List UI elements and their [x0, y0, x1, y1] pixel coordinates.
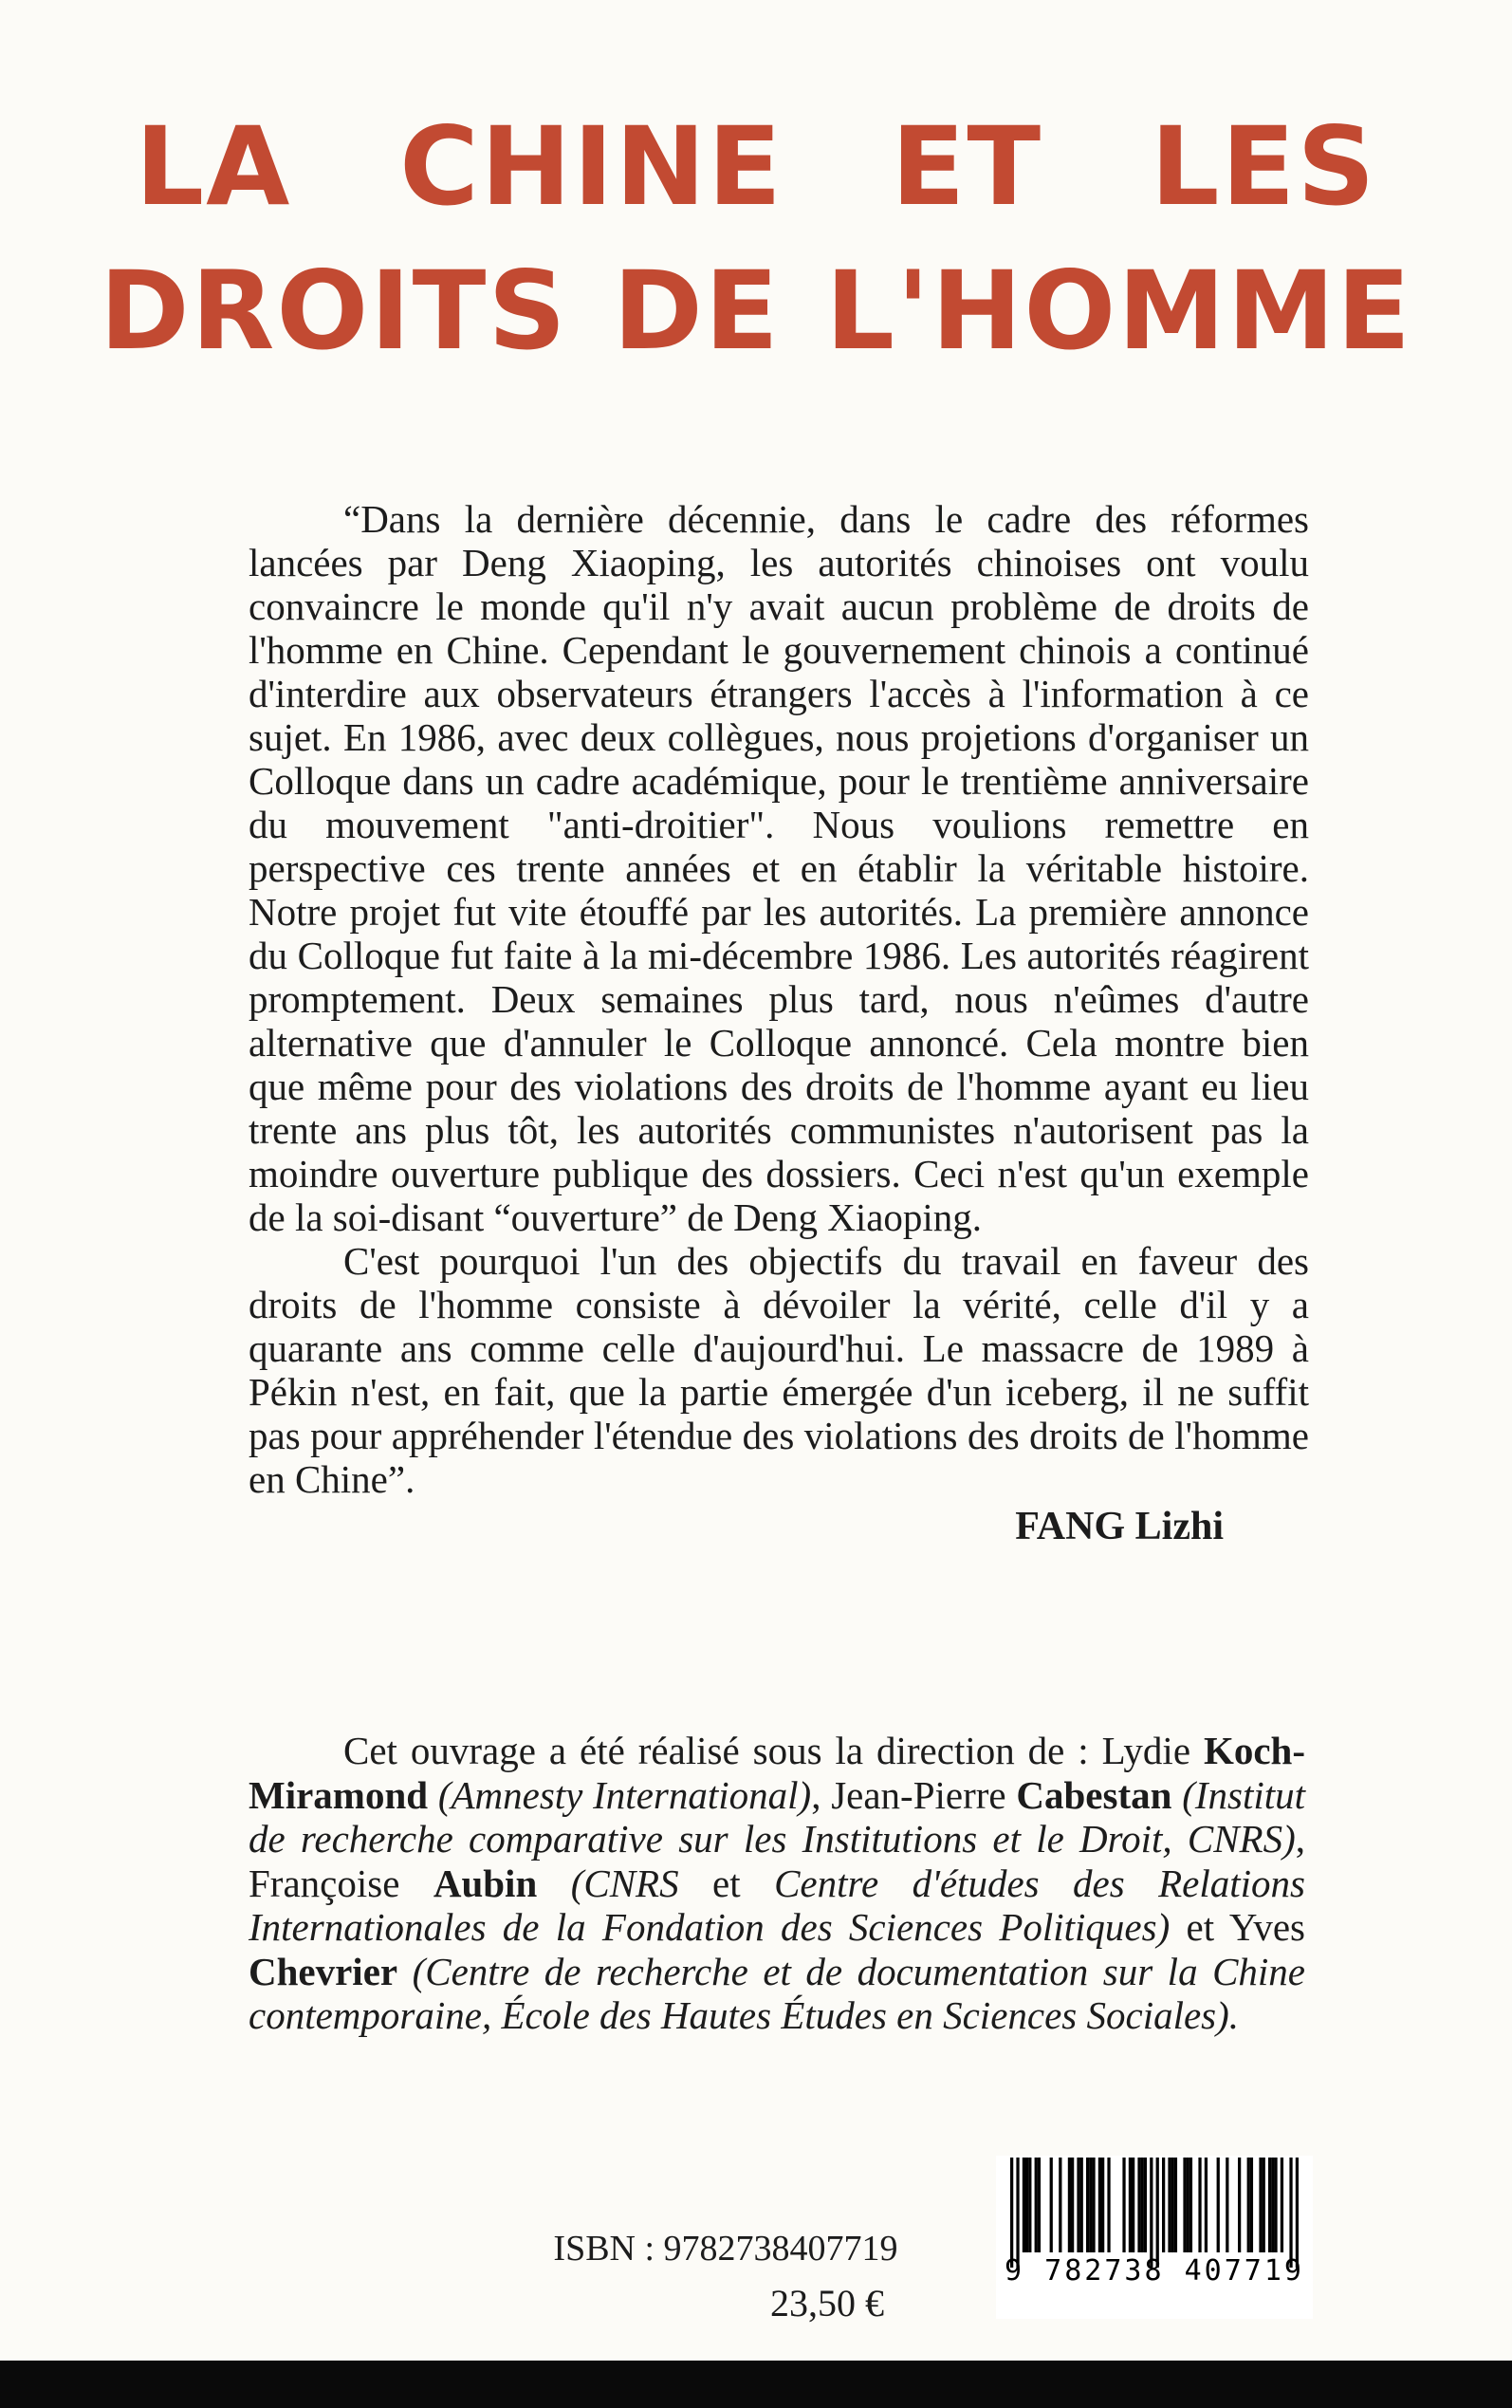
isbn-text: ISBN : 9782738407719: [553, 2229, 898, 2269]
credits-paragraph: Cet ouvrage a été réalisé sous la direction de : Lydie Koch-Miramond (Amnesty International), Jean-Pierre Cabestan (Institut de recherche comparative sur les Institutions et le Droit, CNRS), Françoise Aubin (CNRS et Centre d'études des Relations Internationales de la Fondation des Sciences Politiques) et Yves Chevrier (Centre de recherche et de documentation sur la Chine contemporaine, École des Hautes Études en Sciences Sociales).: [249, 1729, 1306, 2037]
price-text: 23,50 €: [770, 2282, 884, 2325]
bottom-black-bar: [0, 2361, 1512, 2408]
barcode: [996, 2156, 1313, 2319]
barcode-digits: 9 782738 407719: [1005, 2254, 1304, 2288]
title-line-1: LA CHINE ET LES: [135, 103, 1377, 230]
quote-paragraph-1: “Dans la dernière décennie, dans le cadre des réformes lancées par Deng Xiaoping, les autorités chinoises ont voulu convaincre le monde qu'il n'y avait aucun problème de droits de l'homme en Chine. Cependant le gouvernement chinois a continué d'interdire aux observateurs étrangers l'accès à l'information à ce sujet. En 1986, avec deux collègues, nous projetions d'organiser un Colloque dans un cadre académique, pour le trentième anniversaire du mouvement "anti-droitier". Nous voulions remettre en perspective ces trente années et en établir la véritable histoire. Notre projet fut vite étouffé par les autorités. La première annonce du Colloque fut faite à la mi-décembre 1986. Les autorités réagirent promptement. Deux semaines plus tard, nous n'eûmes d'autre alternative que d'annuler le Colloque annoncé. Cela montre bien que même pour des violations des droits de l'homme ayant eu lieu trente ans plus tôt, les autorités communistes n'autorisent pas la moindre ouverture publique des dossiers. Ceci n'est qu'un exemple de la soi-disant “ouverture” de Deng Xiaoping.: [249, 497, 1309, 1239]
book-title: [0, 95, 1512, 383]
quote-paragraph-2: C'est pourquoi l'un des objectifs du travail en faveur des droits de l'homme consiste à dévoiler la vérité, celle d'il y a quarante ans comme celle d'aujourd'hui. Le massacre de 1989 à Pékin n'est, en fait, que la partie émergée d'un iceberg, il ne suffit pas pour appréhender l'étendue des violations des droits de l'homme en Chine”.: [249, 1239, 1309, 1501]
title-line-2: DROITS DE L'HOMME: [99, 248, 1413, 374]
quote-attribution: FANG Lizhi: [1015, 1505, 1224, 1548]
quote-block: [249, 497, 1309, 1548]
barcode-bars-icon: [1010, 2158, 1299, 2269]
